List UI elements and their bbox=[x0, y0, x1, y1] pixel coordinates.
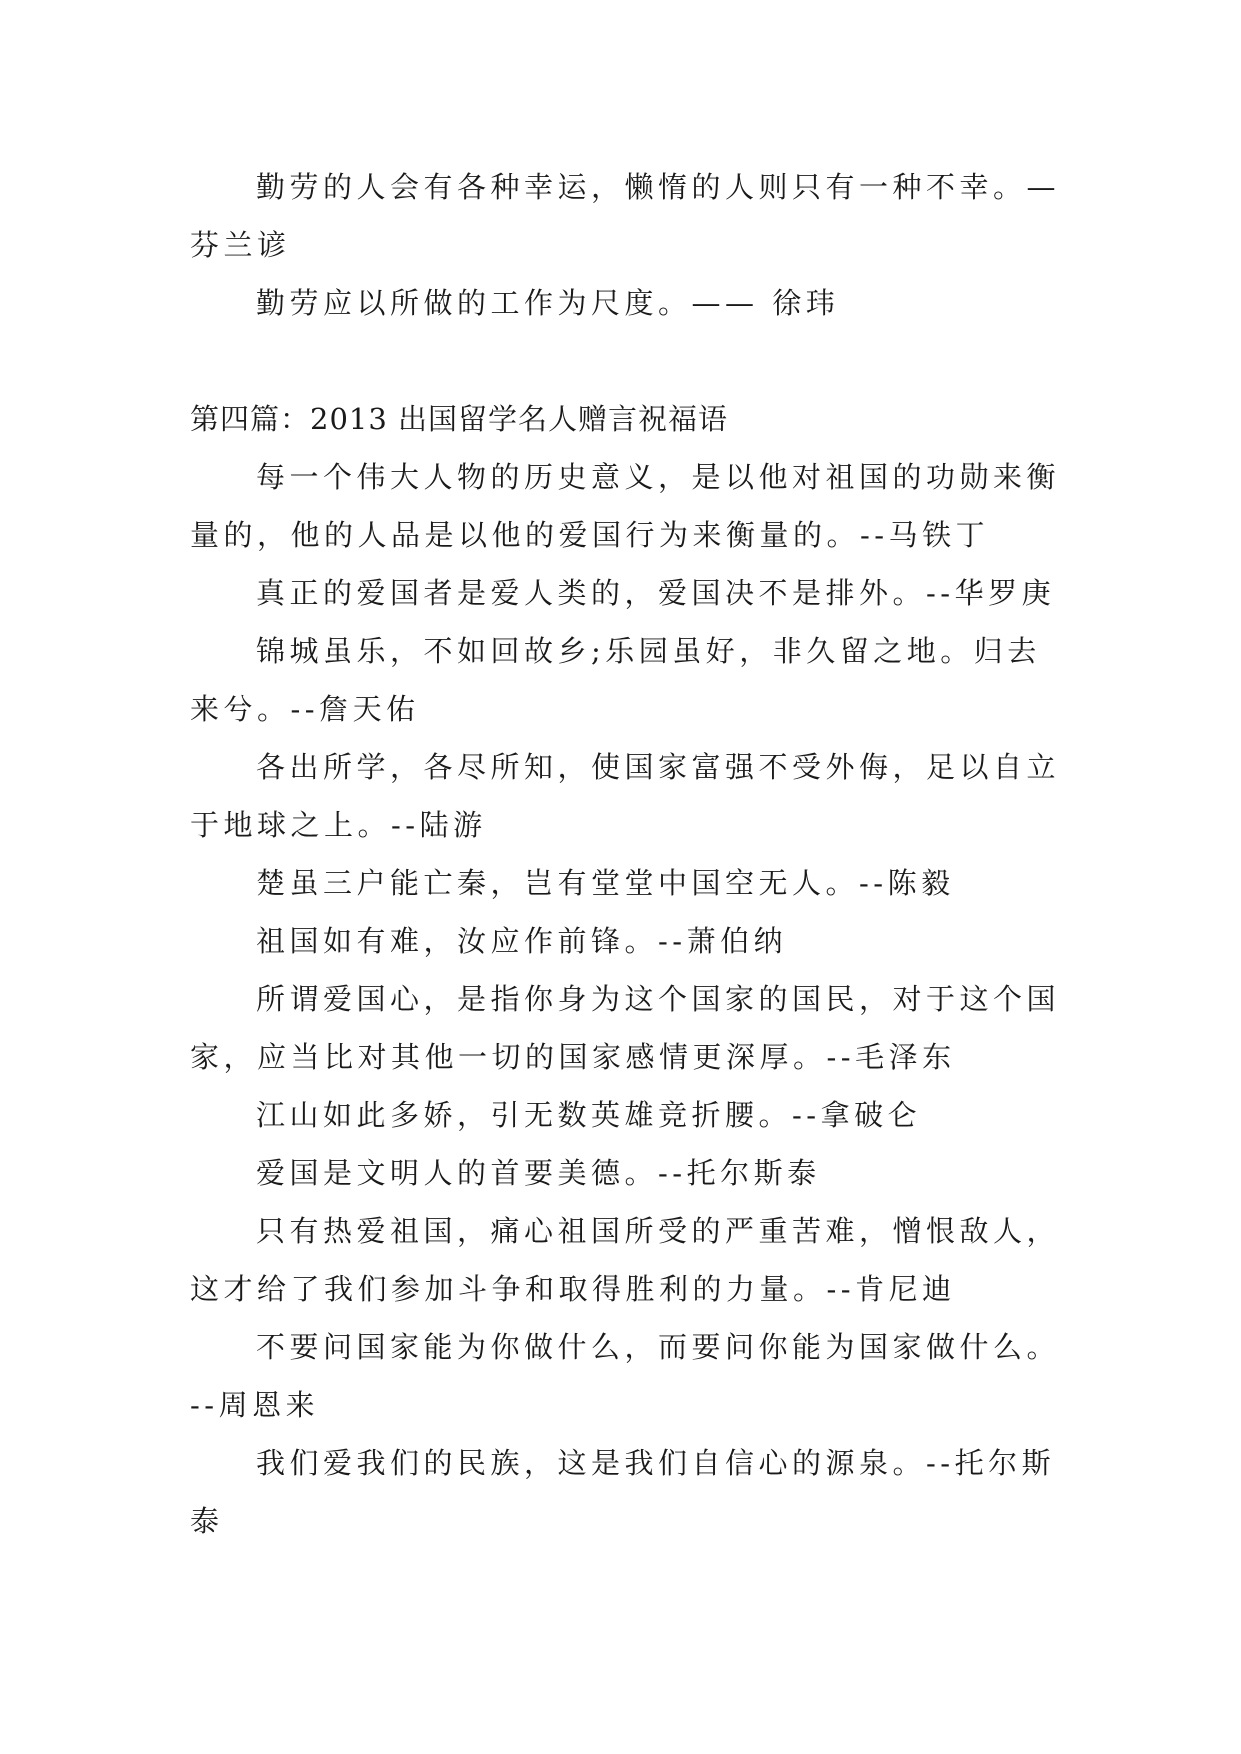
quote-paragraph: 真正的爱国者是爱人类的，爱国决不是排外。--华罗庚 bbox=[256, 576, 1056, 610]
quote-paragraph: 我们爱我们的民族，这是我们自信心的源泉。--托尔斯泰 bbox=[190, 1446, 1056, 1538]
quote-paragraph: 不要问国家能为你做什么，而要问你能为国家做什么。--周恩来 bbox=[190, 1330, 1061, 1422]
quote-paragraph: 祖国如有难，汝应作前锋。--萧伯纳 bbox=[256, 924, 788, 958]
quote-paragraph: 每一个伟大人物的历史意义，是以他对祖国的功勋来衡量的，他的人品是以他的爱国行为来衡量的。--马铁丁 bbox=[190, 460, 1061, 552]
quote-paragraph: 江山如此多娇，引无数英雄竞折腰。--拿破仑 bbox=[256, 1098, 922, 1132]
quote-paragraph: 所谓爱国心，是指你身为这个国家的国民，对于这个国家，应当比对其他一切的国家感情更深厚。--毛泽东 bbox=[190, 982, 1061, 1074]
quote-paragraph: 锦城虽乐，不如回故乡;乐园虽好，非久留之地。归去来兮。--詹天佑 bbox=[190, 634, 1041, 726]
section-heading: 第四篇：2013 出国留学名人赠言祝福语 bbox=[190, 402, 729, 436]
quote-paragraph: 勤劳应以所做的工作为尺度。—— 徐玮 bbox=[256, 286, 840, 320]
quote-paragraph: 只有热爱祖国，痛心祖国所受的严重苦难，憎恨敌人，这才给了我们参加斗争和取得胜利的力量。--肯尼迪 bbox=[190, 1214, 1061, 1306]
quote-paragraph: 勤劳的人会有各种幸运，懒惰的人则只有一种不幸。—芬兰谚 bbox=[190, 170, 1061, 262]
quote-paragraph: 各出所学，各尽所知，使国家富强不受外侮，足以自立于地球之上。--陆游 bbox=[190, 750, 1061, 842]
document-body bbox=[190, 158, 1070, 1550]
section-spacer bbox=[190, 332, 1070, 390]
quote-paragraph: 爱国是文明人的首要美德。--托尔斯泰 bbox=[256, 1156, 821, 1190]
quote-paragraph: 楚虽三户能亡秦，岂有堂堂中国空无人。--陈毅 bbox=[256, 866, 955, 900]
